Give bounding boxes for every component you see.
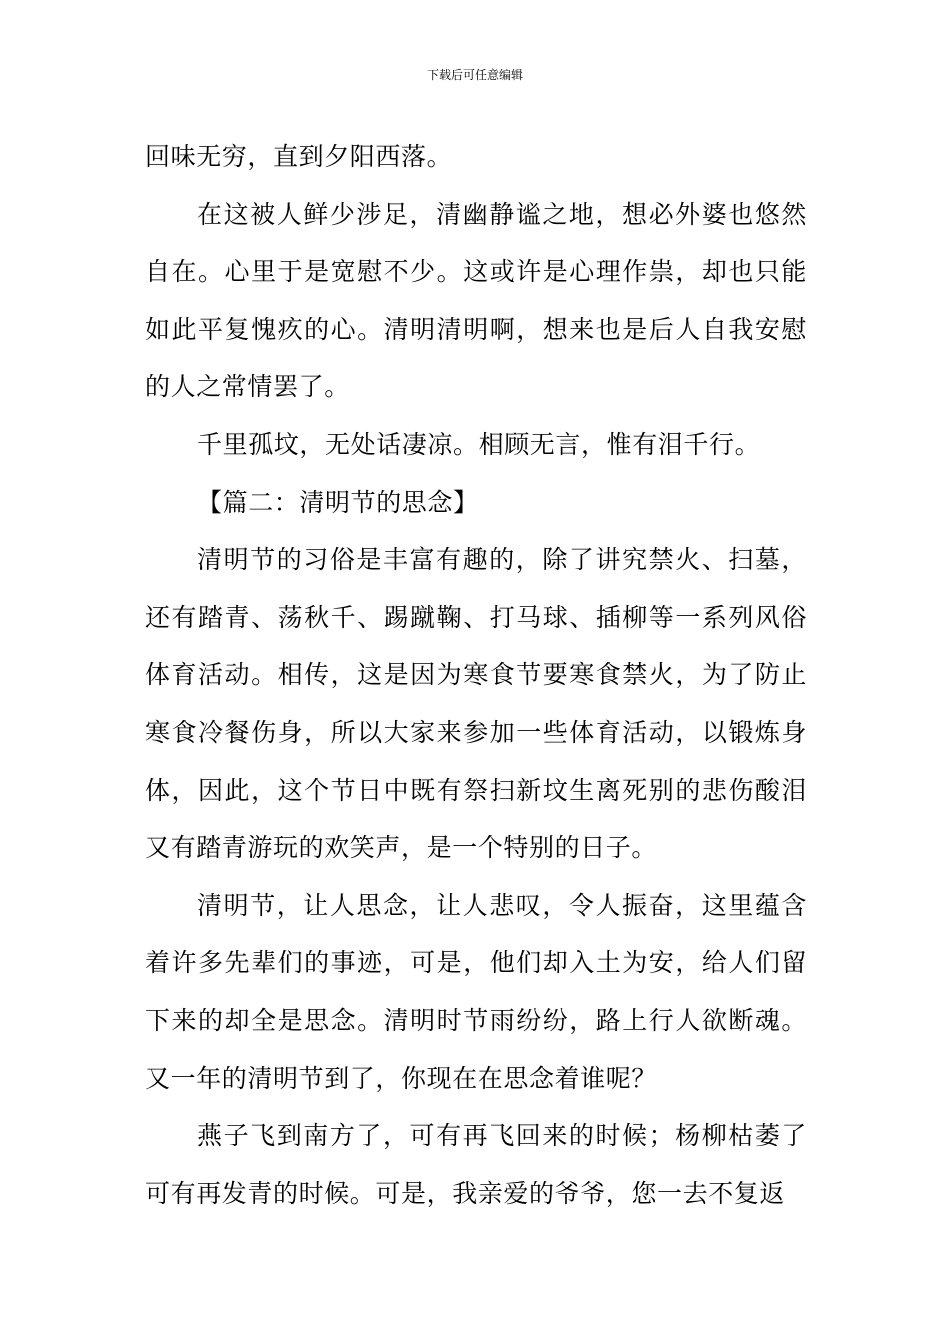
paragraph: 燕子飞到南方了，可有再飞回来的时候；杨柳枯萎了可有再发青的时候。可是，我亲爱的爷爷，您一去不复返 xyxy=(145,1121,807,1208)
paragraph-continuation: 回味无穷，直到夕阳西落。 xyxy=(145,142,453,171)
document-body xyxy=(145,128,807,1222)
paragraph: 清明节，让人思念，让人悲叹，令人振奋，这里蕴含着许多先辈们的事迹，可是，他们却入土为安，给人们留下来的却全是思念。清明时节雨纷纷，路上行人欲断魂。又一年的清明节到了，你现在在思念着谁呢？ xyxy=(145,890,807,1093)
paragraph: 清明节的习俗是丰富有趣的，除了讲究禁火、扫墓，还有踏青、荡秋千、踢蹴鞠、打马球、插柳等一系列风俗体育活动。相传，这是因为寒食节要寒食禁火，为了防止寒食冷餐伤身，所以大家来参加一些体育活动，以锻炼身体，因此，这个节日中既有祭扫新坟生离死别的悲伤酸泪又有踏青游玩的欢笑声，是一个特别的日子。 xyxy=(145,545,807,863)
page-header-note: 下载后可任意编辑 xyxy=(426,68,523,82)
paragraph: 千里孤坟，无处话凄凉。相顾无言，惟有泪千行。 xyxy=(197,429,761,459)
paragraph: 在这被人鲜少涉足，清幽静谧之地，想必外婆也悠然自在。心里于是宽慰不少。这或许是心理作祟，却也只能如此平复愧疚的心。清明清明啊，想来也是后人自我安慰的人之常情罢了。 xyxy=(145,199,807,402)
section-heading: 【篇二：清明节的思念】 xyxy=(197,487,479,517)
